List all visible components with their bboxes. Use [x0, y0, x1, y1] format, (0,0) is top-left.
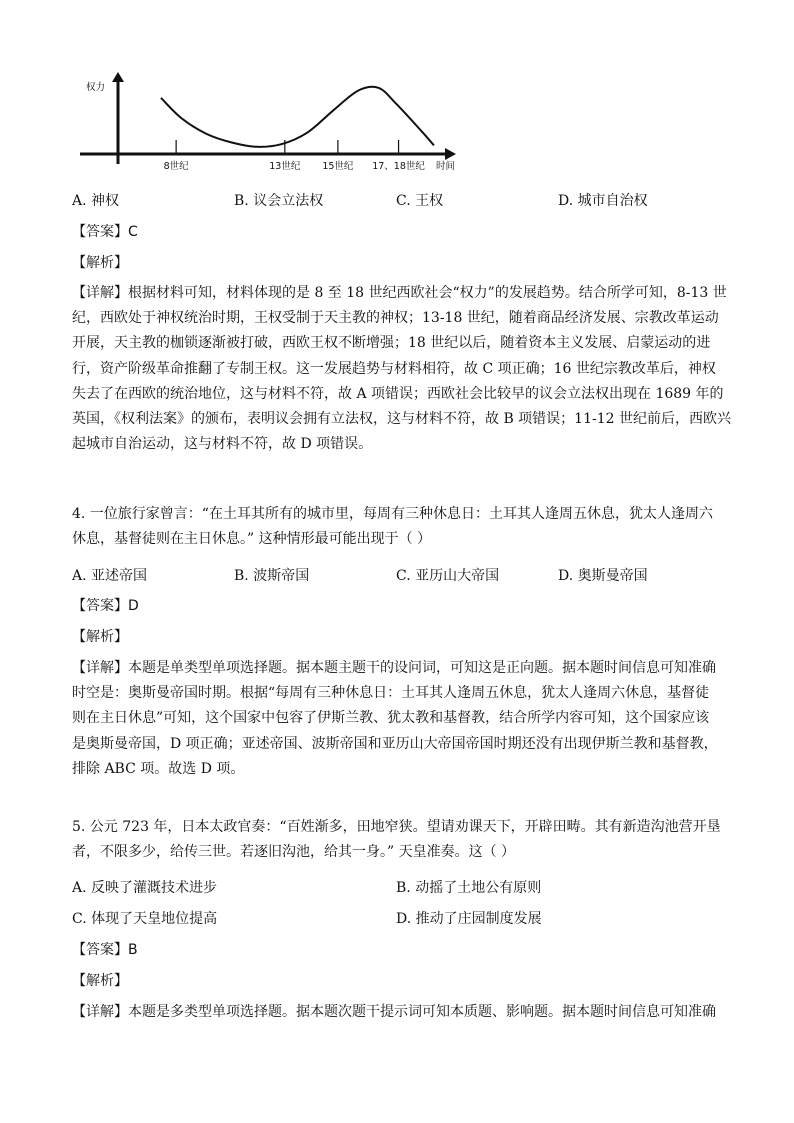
- q4-detail: [72, 656, 732, 782]
- q3-answer: 【答案】C: [72, 224, 138, 240]
- q5-analysis-label: 【解析】: [72, 973, 128, 989]
- power-trend-chart: [72, 62, 472, 184]
- q5-option-c[interactable]: C. 体现了天皇地位提高: [72, 911, 218, 927]
- y-axis-arrow: [112, 72, 124, 82]
- q3-detail-line: 开展，天主教的枷锁逐渐被打破，西欧王权不断增强；18 世纪以后，随着资本主义发展、启蒙运动的进: [72, 335, 711, 352]
- q4-stem-line: 休息，基督徒则在主日休息。” 这种情形最可能出现于（ ）: [72, 531, 432, 548]
- x-tick-label: 13世纪: [269, 161, 301, 172]
- q4-detail-line: 是奥斯曼帝国，D 项正确；亚述帝国、波斯帝国和亚历山大帝国帝国时期还没有出现伊斯兰教和基督教，: [72, 735, 718, 752]
- x-tick-label: 15世纪: [322, 161, 354, 172]
- q3-detail-line: 纪，西欧处于神权统治时期，王权受制于天主教的神权；13-18 世纪，随着商品经济发展、宗教改革运动: [72, 310, 719, 327]
- q5-stem-line: 5. 公元 723 年，日本太政官奏：“百姓渐多，田地窄狭。望请劝课天下，开辟田畴。其有新造沟池营开垦: [72, 819, 721, 835]
- q5-option-b[interactable]: B. 动摇了土地公有原则: [396, 880, 542, 896]
- q4-detail-line: 则在主日休息”可知，这个国家中包容了伊斯兰教、犹太教和基督教，结合所学内容可知，这个国家应该: [72, 710, 710, 727]
- q3-option-b[interactable]: B. 议会立法权: [234, 193, 324, 209]
- q3-option-a[interactable]: A. 神权: [72, 193, 120, 209]
- q5-options-row1: [72, 877, 732, 901]
- q3-analysis-label: 【解析】: [72, 255, 128, 271]
- q3-option-c[interactable]: C. 王权: [396, 193, 444, 209]
- q4-option-d[interactable]: D. 奥斯曼帝国: [558, 568, 648, 584]
- q3-detail-line: 【详解】根据材料可知，材料体现的是 8 至 18 世纪西欧社会“权力”的发展趋势。结合所学可知，8-13 世: [72, 285, 727, 301]
- q4-detail-line: 时空是：奥斯曼帝国时期。根据“每周有三种休息日：土耳其人逢周五休息，犹太人逢周六休息，基督徒: [72, 685, 710, 702]
- q5-option-a[interactable]: A. 反映了灌溉技术进步: [72, 880, 218, 896]
- q5-answer: 【答案】B: [72, 942, 138, 958]
- x-tick-label: 8世纪: [163, 161, 189, 172]
- q4-options: [72, 565, 732, 589]
- q4-analysis-label: 【解析】: [72, 629, 128, 645]
- q3-detail-line: 失去了在西欧的统治地位，这与材料不符，故 A 项错误；西欧社会比较早的议会立法权出现在 1689 年的: [72, 385, 724, 402]
- q5-detail: [72, 1000, 732, 1025]
- q5-detail-line: 【详解】本题是多类型单项选择题。据本题次题干提示词可知本质题、影响题。据本题时间信息可知准确: [72, 1004, 716, 1020]
- q5-stem-line: 者，不限多少，给传三世。若逐旧沟池，给其一身。” 天皇准奏。这（ ）: [72, 844, 516, 861]
- q4-stem-line: 4. 一位旅行家曾言：“在土耳其所有的城市里，每周有三种休息日：土耳其人逢周五休息，犹太人逢周六: [72, 506, 713, 522]
- q3-detail-line: 英国，《权利法案》的颁布，表明议会拥有立法权，这与材料不符，故 B 项错误；11-12 世纪前后，西欧兴: [72, 411, 731, 428]
- q4-option-c[interactable]: C. 亚历山大帝国: [396, 568, 500, 584]
- q3-detail: [72, 281, 732, 457]
- q3-option-d[interactable]: D. 城市自治权: [558, 193, 648, 209]
- x-axis-arrow: [445, 148, 456, 160]
- q4-detail-line: 排除 ABC 项。故选 D 项。: [72, 760, 245, 777]
- x-axis-label: 时间: [436, 161, 456, 172]
- q3-detail-line: 起城市自治运动，这与材料不符，故 D 项错误。: [72, 436, 373, 453]
- q3-options: [72, 190, 732, 214]
- q4-option-a[interactable]: A. 亚述帝国: [72, 568, 148, 584]
- q5-option-d[interactable]: D. 推动了庄园制度发展: [396, 911, 542, 927]
- power-curve: [161, 87, 434, 147]
- q4-answer: 【答案】D: [72, 598, 139, 614]
- q4-stem: [72, 502, 732, 552]
- q4-detail-line: 【详解】本题是单类型单项选择题。据本题主题干的设问词，可知这是正向题。据本题时间信息可知准确: [72, 660, 716, 676]
- q3-detail-line: 行，资产阶级革命推翻了专制王权。这一发展趋势与材料相符，故 C 项正确；16 世纪宗教改革后，神权: [72, 360, 716, 377]
- q4-option-b[interactable]: B. 波斯帝国: [234, 568, 310, 584]
- q5-options-row2: [72, 908, 732, 932]
- q5-stem: [72, 815, 732, 865]
- x-tick-label: 17、18世纪: [372, 161, 425, 172]
- y-axis-label: 权力: [86, 82, 106, 93]
